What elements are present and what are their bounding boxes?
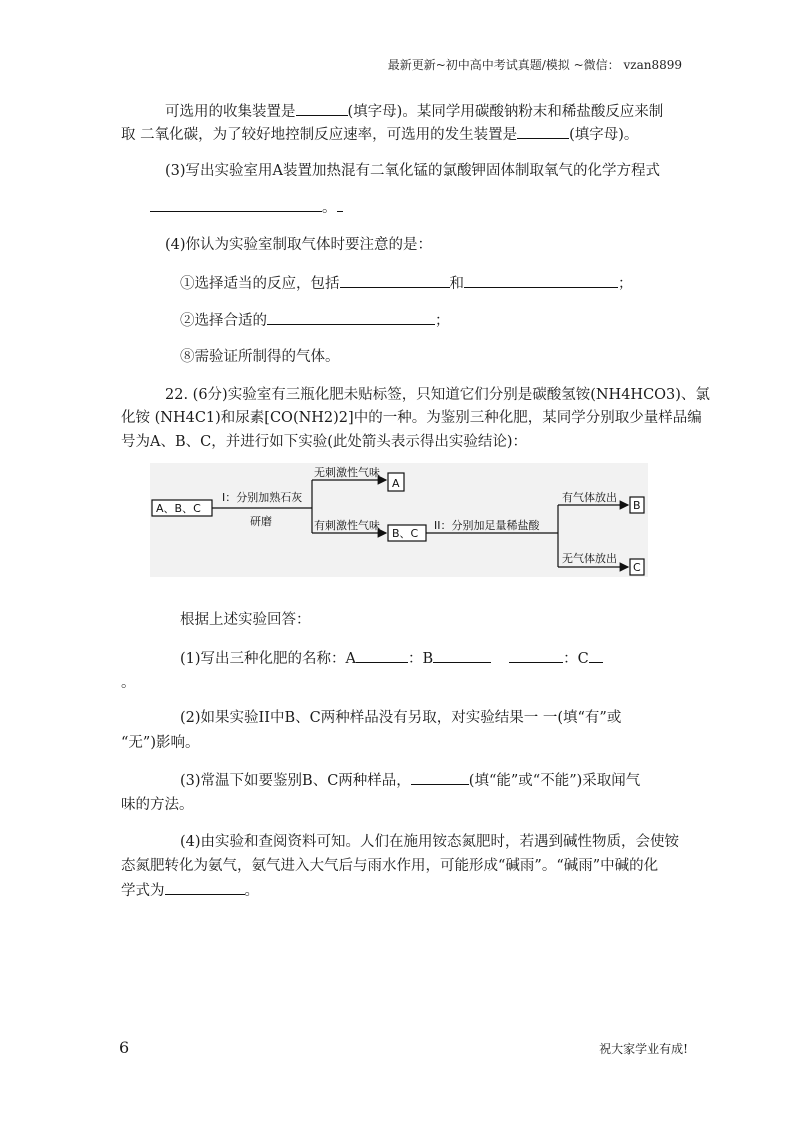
answer-blank-b2[interactable] [509,648,563,663]
answer-blank[interactable] [411,770,469,785]
gas-yes-label: 有气体放出 [562,491,617,504]
answer-blank-c[interactable] [589,648,603,663]
box-a-label: A [392,477,400,490]
sub-question-2-line-1: (2)如果实验II中B、C两种样品没有另取，对实验结果一 一(填“有”或 [180,710,622,726]
text: 学式为 [121,883,165,899]
text: ：B [408,651,434,667]
answer-blank[interactable] [464,273,618,288]
answer-blank[interactable] [267,310,435,325]
answer-blank[interactable] [165,880,245,895]
question-3: (3)写出实验室用A装置加热混有二氧化锰的氯酸钾固体制取氧气的化学方程式 [165,163,661,179]
question-4-item-3: ⑧需验证所制得的气体。 [180,349,340,365]
text: ； [435,313,450,329]
sub-question-3-line-2: 味的方法。 [121,797,194,813]
answer-blank[interactable] [150,197,322,212]
sub-question-4-line-1: (4)由实验和查阅资料可知。人们在施用铵态氮肥时，若遇到碱性物质，会使铵 [180,834,680,850]
gas-no-label: 无气体放出 [562,552,617,565]
question-22-line-1: 22. (6分)实验室有三瓶化肥未贴标签，只知道它们分别是碳酸氢铵(NH4HCO3)、氯 [165,387,710,403]
text: (填“能”或“不能”)采取闻气 [468,773,641,789]
start-label: A、B、C [156,502,201,515]
sub-question-4-line-2: 态氮肥转化为氨气，氨气进入大气后与雨水作用，可能形成“碱雨”。“碱雨”中碱的化 [121,858,659,874]
question-22-line-3: 号为A、B、C，并进行如下实验(此处箭头表示得出实验结论)： [121,434,528,450]
box-bc-label: B、C [392,527,419,540]
step-2-label: II：分别加足量稀盐酸 [434,519,540,532]
answer-blank-b[interactable] [433,648,491,663]
text: 。 [244,883,259,899]
experiment-flow-diagram [150,463,648,577]
text: (填字母)。 [569,127,639,143]
text: 取 二氧化碳，为了较好地控制反应速率，可选用的发生装置是 [121,127,518,143]
text: 可选用的收集装置是 [165,104,296,120]
text: 。 [322,200,337,216]
flow-svg [150,463,648,577]
text: (3)常温下如要鉴别B、C两种样品， [180,773,411,789]
footer-message: 祝大家学业有成! [599,1042,688,1056]
question-4-item-1 [180,273,633,294]
answer-blank-a[interactable] [356,648,408,663]
box-b-label: B [633,499,641,512]
answer-blank[interactable] [340,273,450,288]
page-header: 最新更新~初中高中考试真题/模拟 ~微信： vzan8899 [387,58,682,72]
box-c-label: C [633,561,641,574]
text: (填字母)。某同学用碳酸钠粉末和稀盐酸反应来制 [347,104,664,120]
text: 和 [449,276,464,292]
sub-question-1 [180,648,603,669]
question-3-answer-line [150,197,343,218]
answer-intro: 根据上述实验回答： [180,612,311,628]
sub-question-2-line-2: “无”)影响。 [121,735,200,751]
sub-question-4-line-3 [121,880,259,901]
text: ； [618,276,633,292]
text: ：C [563,651,589,667]
text: ②选择合适的 [180,313,267,329]
question-line [165,101,663,122]
question-4: (4)你认为实验室制取气体时要注意的是： [165,237,433,253]
answer-blank[interactable] [517,124,569,139]
page-number: 6 [119,1038,130,1057]
question-22-line-2: 化铵 (NH4C1)和尿素[CO(NH2)2]中的一种。为鉴别三种化肥，某同学分别取少量样品编 [121,410,702,426]
step-1-sublabel: 研磨 [250,515,272,528]
has-smell-label: 有刺激性气味 [314,519,380,532]
answer-blank[interactable] [296,101,348,116]
answer-blank-tail [337,197,343,212]
sub-question-3-line-1 [180,770,640,791]
text: ①选择适当的反应，包括 [180,276,340,292]
sub-question-1-end: 。 [121,675,136,691]
text: (1)写出三种化肥的名称：A [180,651,357,667]
step-1-label: I：分别加熟石灰 [222,491,303,504]
question-4-item-2 [180,310,450,331]
no-smell-label: 无刺激性气味 [314,466,380,479]
question-line [121,124,638,145]
